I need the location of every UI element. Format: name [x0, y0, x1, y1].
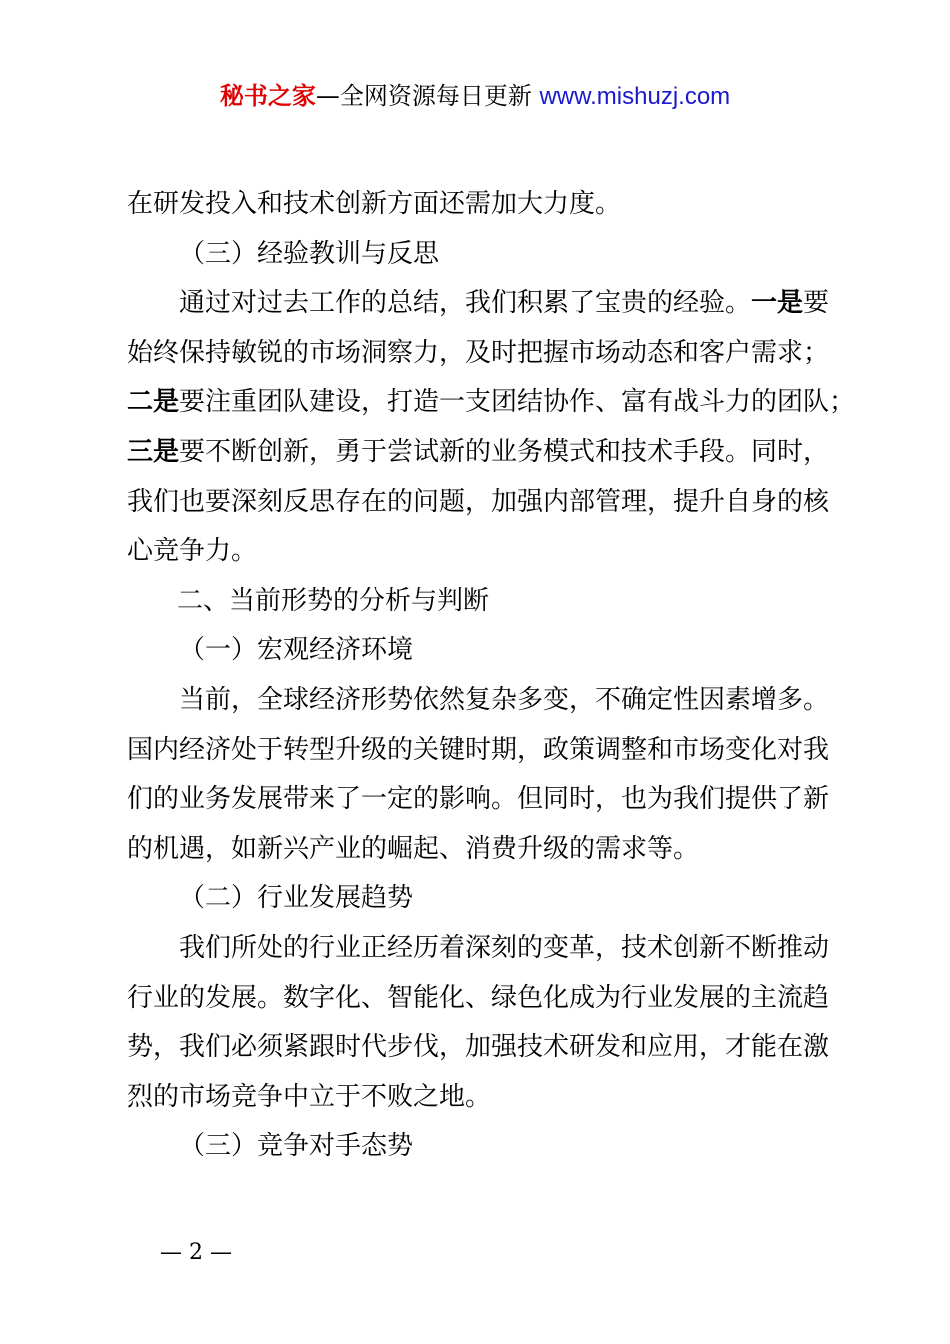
section-heading: （二）行业发展趋势 — [179, 883, 414, 914]
paragraph-line: 烈的市场竞争中立于不败之地。 — [127, 1081, 492, 1112]
paragraph-line: 二是要注重团队建设，打造一支团结协作、富有战斗力的团队； — [127, 387, 856, 418]
page-number: — 2 — — [160, 1240, 232, 1265]
site-header — [0, 78, 950, 115]
site-brand: 秘书之家 — [219, 82, 316, 110]
paragraph-line: 在研发投入和技术创新方面还需加大力度。 — [127, 189, 622, 219]
paragraph-line: 通过对过去工作的总结，我们积累了宝贵的经验。一是要 — [179, 288, 830, 319]
paragraph-line: 始终保持敏锐的市场洞察力，及时把握市场动态和客户需求； — [127, 337, 830, 368]
section-heading: （三）竞争对手态势 — [179, 1131, 414, 1162]
document-body — [127, 180, 856, 1172]
paragraph-line: 们的业务发展带来了一定的影响。但同时，也为我们提供了新 — [127, 784, 830, 815]
site-tagline: —全网资源每日更新 — [315, 82, 540, 110]
paragraph-line: 的机遇，如新兴产业的崛起、消费升级的需求等。 — [127, 833, 700, 864]
emphasis-third: 三是 — [127, 436, 180, 467]
paragraph-line: 行业的发展。数字化、智能化、绿色化成为行业发展的主流趋 — [127, 982, 830, 1013]
paragraph-line: 势，我们必须紧跟时代步伐，加强技术研发和应用，才能在激 — [127, 1032, 830, 1063]
emphasis-first: 一是 — [751, 288, 804, 319]
section-heading: （三）经验教训与反思 — [179, 238, 440, 269]
site-url[interactable]: www.mishuzj.com — [539, 83, 731, 110]
paragraph-line: 当前，全球经济形势依然复杂多变，不确定性因素增多。 — [179, 684, 830, 715]
paragraph-line: 我们也要深刻反思存在的问题，加强内部管理，提升自身的核 — [127, 486, 830, 517]
emphasis-second: 二是 — [127, 387, 180, 418]
paragraph-line: 国内经济处于转型升级的关键时期，政策调整和市场变化对我 — [127, 734, 830, 765]
paragraph-line: 三是要不断创新，勇于尝试新的业务模式和技术手段。同时， — [127, 436, 830, 467]
section-heading: （一）宏观经济环境 — [179, 635, 414, 666]
paragraph-line: 心竞争力。 — [127, 536, 258, 567]
paragraph-line: 我们所处的行业正经历着深刻的变革，技术创新不断推动 — [179, 932, 830, 963]
chapter-heading: 二、当前形势的分析与判断 — [177, 585, 490, 616]
